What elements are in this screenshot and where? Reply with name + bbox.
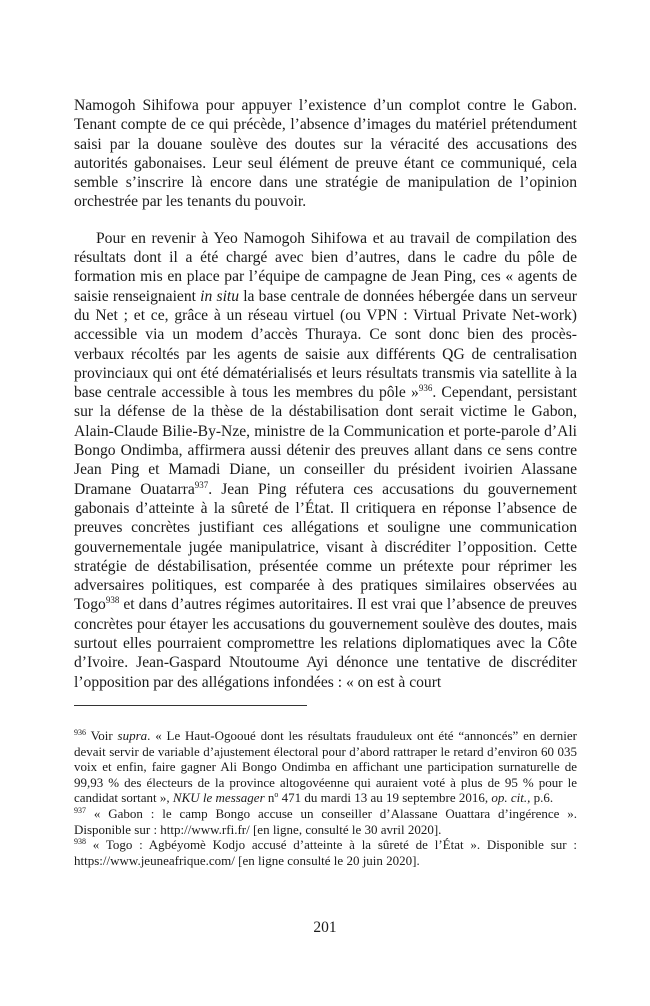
paragraph-text: . Cependant, persistant sur la défense de la thèse de la déstabilisation dont serait victime le Gabon, Alain-Claude Bilie-By-Nze, ministre de la Communication et porte-parole d’Ali Bongo Ondimba, affirmera aussi détenir des preuves allant dans ce sens contre Jean Ping et Mamadi Diane, un conseiller du président ivoirien Alassane Dramane Ouatarra — [74, 384, 577, 498]
footnote-text: Voir — [86, 728, 118, 743]
paragraph-text: . Jean Ping réfutera ces accusations du gouvernement gabonais d’atteinte à la sûreté de l’État. Il critiquera en réponse l’absence de preuves concrètes justifiant ces allégations et souligne une communication gouvernementale jugée manipulatrice, visant à discréditer l’opposition. Cette stratégie de déstabilisation, présentée comme un prétexte pour réprimer les adversaires politiques, est comparée à des pratiques similaires observées au Togo — [74, 480, 577, 614]
footnote-text: . « Le Haut-Ogooué dont les résultats frauduleux ont été “annoncés” en dernier devait servir de variable d’ajustement électoral pour d’abord rattraper le retard d’environ 60 035 voix et enfin, faire gagner Ali Bongo Ondimba en affichant une participation surnaturelle de 99,93 % des électeurs de la province altogovéenne qui auraient voté à plus de 95 % pour le candidat sortant », — [74, 728, 577, 806]
footnote-ref-938[interactable]: 938 — [105, 595, 120, 606]
footnote-italic: op. cit., — [491, 790, 531, 806]
footnote-italic: supra — [117, 728, 148, 743]
paragraph-text: et dans d’autres régimes autoritaires. Il est vrai que l’absence de preuves concrètes pour étayer les accusations du gouvernement soulève des doutes, mais surtout elles pourraient compromettre les relations diplomatiques avec la Côte d’Ivoire. Jean-Gaspard Ntoutoume Ayi dénonce une tentative de discréditer l’opposition par des allégations infondées : « on est à court — [74, 596, 577, 691]
footnote-938 — [74, 837, 577, 868]
italic-phrase: in situ — [200, 287, 240, 305]
paragraph-text: Pour en revenir à Yeo Namogoh Sihifowa et au travail de compilation des résultats dont il a été chargé avec bien d’autres, dans le cadre du pôle de formation mis en place par l’équipe de campagne de Jean Ping, ces « agents de saisie renseignaient — [74, 229, 577, 305]
footnote-936 — [74, 728, 577, 806]
footnote-text: « Togo : Agbéyomè Kodjo accusé d’atteinte à la sûreté de l’État ». Disponible sur : https://www.jeuneafrique.com/ [en ligne consulté le 20 juin 2020]. — [74, 837, 577, 868]
footnote-ref-936[interactable]: 936 — [418, 383, 433, 394]
paragraph-text: Namogoh Sihifowa pour appuyer l’existence d’un complot contre le Gabon. Tenant compte de ce qui précède, l’absence d’images du matériel prétendument saisi par la douane soulève des doutes sur la véracité des accusations des autorités gabonaises. Leur seul élément de preuve étant ce communiqué, cela semble s’inscrire là encore dans une stratégie de manipulation de l’opinion orchestrée par les tenants du pouvoir. — [74, 97, 577, 211]
paragraph — [74, 96, 577, 212]
footnote-ref-937[interactable]: 937 — [194, 479, 209, 490]
footnote-superscript: o — [274, 790, 279, 800]
footnotes — [74, 728, 577, 868]
body-text — [74, 96, 577, 692]
paragraph — [74, 229, 577, 692]
paragraph-text: la base centrale de données hébergée dans un serveur du Net ; et ce, grâce à un réseau virtuel (ou VPN : Virtual Private Net-work) accessible via un modem d’accès Thuraya. Ce sont donc bien des procès-verbaux récoltés par les agents de saisie aux différents QG de centralisation provinciaux qui ont été dématérialisés et leurs résultats transmis via satellite à la base centrale accessible à tous les membres du pôle » — [74, 287, 577, 402]
footnote-text: n — [264, 790, 275, 806]
footnote-937 — [74, 806, 577, 837]
footnote-divider — [74, 705, 307, 706]
footnote-text: p.6. — [530, 790, 554, 806]
footnote-number: 938 — [74, 837, 86, 847]
footnote-italic: NKU le messager — [172, 790, 265, 806]
footnote-number: 937 — [74, 805, 86, 815]
page-number: 201 — [313, 919, 337, 936]
footnote-text: « Gabon : le camp Bongo accuse un conseiller d’Alassane Ouattara d’ingérence ». Disponible sur : http://www.rfi.fr/ [en ligne, consulté le 30 avril 2020]. — [74, 805, 577, 837]
footnote-text: 471 du mardi 13 au 19 septembre 2016, — [278, 790, 492, 806]
footnote-number: 936 — [74, 728, 86, 737]
